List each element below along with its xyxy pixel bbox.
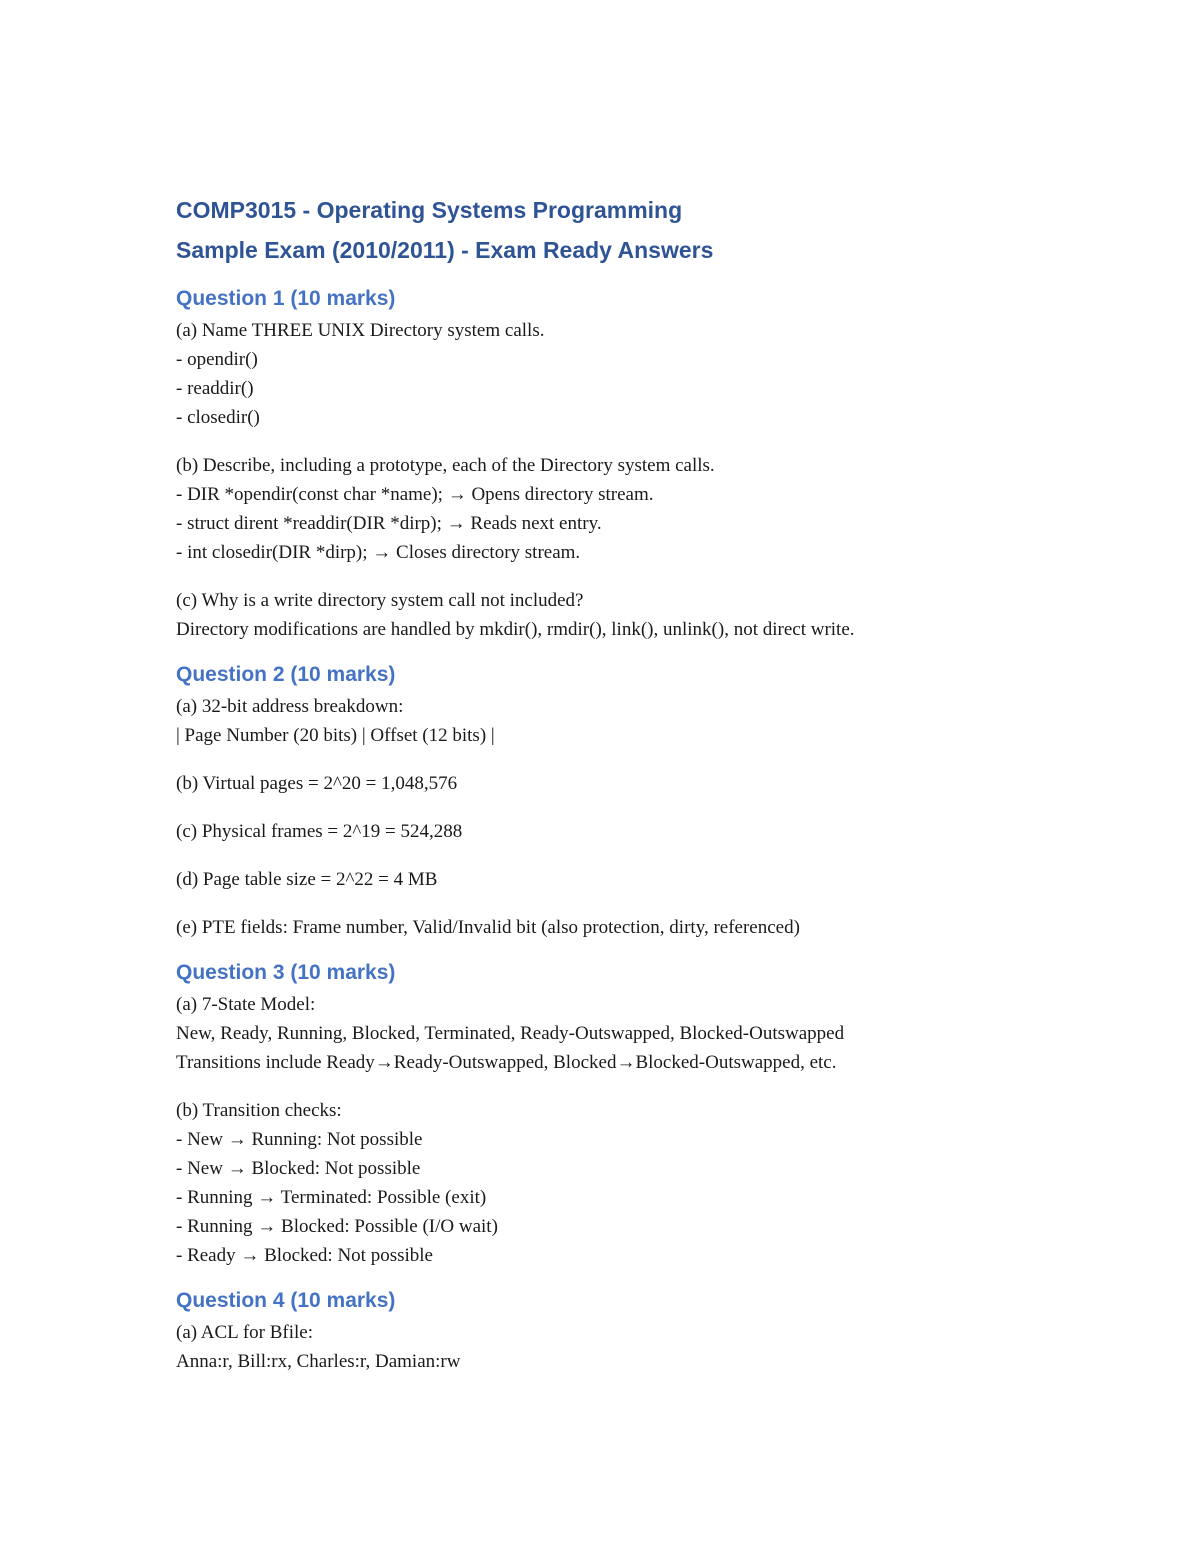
question-heading: Question 4 (10 marks)	[176, 1289, 396, 1312]
question-heading: Question 3 (10 marks)	[176, 961, 396, 984]
question-section	[176, 660, 1076, 942]
answer-part	[176, 769, 1076, 798]
question-section	[176, 1286, 1076, 1376]
question-section	[176, 284, 1076, 644]
answer-line: - New → Blocked: Not possible	[176, 1158, 421, 1179]
questions-list	[176, 284, 1076, 1376]
question-heading: Question 2 (10 marks)	[176, 663, 396, 686]
answer-line: Directory modifications are handled by mkdir(), rmdir(), link(), unlink(), not direct write.	[176, 619, 855, 640]
answer-part	[176, 990, 1076, 1077]
answer-part	[176, 692, 1076, 750]
answer-line: Transitions include Ready→Ready-Outswapped, Blocked→Blocked-Outswapped, etc.	[176, 1052, 837, 1073]
answer-line: - Ready → Blocked: Not possible	[176, 1245, 433, 1266]
title-block	[176, 190, 1076, 270]
answer-line: Anna:r, Bill:rx, Charles:r, Damian:rw	[176, 1351, 461, 1372]
answer-part	[176, 865, 1076, 894]
answer-line: - opendir()	[176, 349, 258, 370]
document-content	[176, 190, 1076, 1376]
answer-line: - int closedir(DIR *dirp); → Closes directory stream.	[176, 542, 581, 563]
answer-line: (a) Name THREE UNIX Directory system calls.	[176, 320, 545, 341]
answer-line: - Running → Terminated: Possible (exit)	[176, 1187, 487, 1208]
answer-line: (d) Page table size = 2^22 = 4 MB	[176, 869, 438, 890]
answer-line: - DIR *opendir(const char *name); → Opens directory stream.	[176, 484, 654, 505]
answer-part	[176, 1318, 1076, 1376]
document-title: COMP3015 - Operating Systems Programming	[176, 197, 683, 223]
answer-line: - readdir()	[176, 378, 254, 399]
answer-line: (a) 32-bit address breakdown:	[176, 696, 404, 717]
answer-line: (b) Transition checks:	[176, 1100, 342, 1121]
answer-line: - Running → Blocked: Possible (I/O wait)	[176, 1216, 498, 1237]
answer-line: (b) Describe, including a prototype, each of the Directory system calls.	[176, 455, 715, 476]
answer-part	[176, 913, 1076, 942]
answer-line: - struct dirent *readdir(DIR *dirp); → Reads next entry.	[176, 513, 602, 534]
answer-line: | Page Number (20 bits) | Offset (12 bits) |	[176, 725, 495, 746]
answer-part	[176, 1096, 1076, 1270]
answer-line: (a) 7-State Model:	[176, 994, 316, 1015]
answer-line: - closedir()	[176, 407, 260, 428]
answer-part	[176, 316, 1076, 432]
answer-part	[176, 586, 1076, 644]
answer-line: (b) Virtual pages = 2^20 = 1,048,576	[176, 773, 458, 794]
question-heading: Question 1 (10 marks)	[176, 287, 396, 310]
answer-line: (a) ACL for Bfile:	[176, 1322, 314, 1343]
answer-line: (e) PTE fields: Frame number, Valid/Invalid bit (also protection, dirty, referenced)	[176, 917, 800, 938]
answer-part	[176, 451, 1076, 567]
answer-line: - New → Running: Not possible	[176, 1129, 423, 1150]
question-section	[176, 958, 1076, 1270]
answer-line: (c) Physical frames = 2^19 = 524,288	[176, 821, 463, 842]
answer-line: (c) Why is a write directory system call not included?	[176, 590, 584, 611]
document-subtitle: Sample Exam (2010/2011) - Exam Ready Answers	[176, 237, 714, 263]
answer-part	[176, 817, 1076, 846]
answer-line: New, Ready, Running, Blocked, Terminated, Ready-Outswapped, Blocked-Outswapped	[176, 1023, 845, 1044]
